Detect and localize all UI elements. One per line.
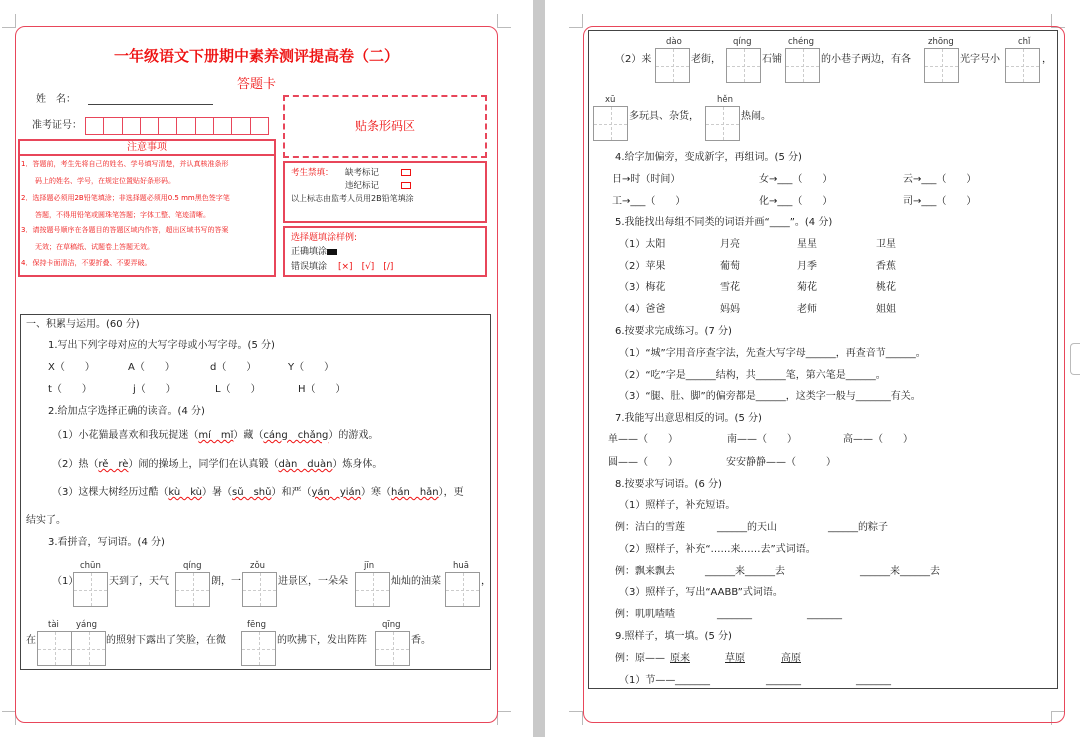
q3-text: 的照射下露出了笑脸，在微 (106, 635, 226, 646)
q1-item: j（ ） (133, 384, 176, 395)
question-8: 8.按要求写词语。(6 分) (615, 479, 722, 490)
notice-line: 2．选择题必须用2B铅笔填涂；非选择题必须用0.5 mm黑色签字笔 (21, 194, 230, 202)
writing-grid[interactable] (37, 631, 72, 666)
q9-example-word: 草原 (725, 653, 745, 664)
q1-item: L（ ） (215, 384, 261, 395)
name-label: 姓 名： (36, 94, 76, 105)
notice-line: 4．保持卡面清洁，不要折叠、不要弄破。 (21, 259, 152, 267)
question-5: 5.我能找出每组不同类的词语并画“____”。(4 分) (615, 217, 833, 228)
q3-text: 在 (26, 635, 36, 646)
pinyin: tài (48, 620, 59, 630)
q3-text: 灿灿的油菜 (391, 576, 441, 587)
forbid-note: 以上标志由监考人员用2B铅笔填涂 (291, 194, 414, 203)
pinyin: huā (453, 561, 469, 571)
pinyin: dào (666, 37, 682, 47)
pinyin: qíng (183, 561, 202, 571)
q3-text: 进景区，一朵朵 (278, 576, 348, 587)
q6-item: （2）“吃”字是______结构，共______笔，第六笔是______。 (619, 370, 886, 381)
q3-text: 光字号小 (960, 54, 1000, 65)
q4-item: 日→时（时间） (612, 174, 681, 185)
q1-item: Y（ ） (288, 362, 335, 373)
q8-sub: （2）照样子，补充“……来……去”式词语。 (619, 544, 816, 555)
writing-grid[interactable] (726, 48, 761, 83)
q5-word: 卫星 (876, 239, 896, 250)
q3-text: 朗，一 (211, 576, 241, 587)
writing-grid[interactable] (71, 631, 106, 666)
forbid-label: 考生禁填： (291, 168, 334, 178)
wrong-fill-label: 错误填涂 (291, 262, 328, 272)
q3-text: 天到了，天气 (109, 576, 169, 587)
notice-line: 码上的姓名、学号，在规定位置贴好条形码。 (35, 177, 175, 185)
q5-word: 桃花 (876, 282, 896, 293)
q8-blank: _______ (717, 609, 752, 620)
q1-item: H（ ） (298, 384, 346, 395)
writing-grid[interactable] (785, 48, 820, 83)
writing-grid[interactable] (593, 106, 628, 141)
q5-word: （3）梅花 (619, 282, 666, 293)
q9-example: 例：原—— (615, 653, 665, 664)
wrong-fill-marks: [×] [√] [/] (338, 262, 394, 272)
q7-item: 单——（ ） (608, 434, 678, 445)
q8-sub: （3）照样子，写出“AABB”式词语。 (619, 587, 783, 598)
pinyin: yáng (76, 620, 98, 630)
q2-line-3: （3）这棵大树经历过酷（kù kù）暑（sǔ shǔ）和严（yán yián）寒（hán hǎn），更 (52, 487, 464, 498)
pinyin: jīn (364, 561, 375, 571)
q5-word: 姐姐 (876, 304, 896, 315)
q4-item: 工→___（ ） (612, 196, 686, 207)
pinyin: chéng (788, 37, 815, 47)
q3-text: ， (1042, 54, 1052, 65)
q3-text: （2）来 (615, 54, 652, 65)
q7-item: 安安静静——（ ） (726, 457, 836, 468)
q3-text: 多玩具、杂货， (629, 111, 699, 122)
q5-word: 星星 (797, 239, 817, 250)
q5-word: 月季 (797, 261, 817, 272)
question-2: 2.给加点字选择正确的读音。(4 分) (48, 406, 205, 417)
q5-word: 老师 (797, 304, 817, 315)
q8-blank: ______的天山 (717, 522, 777, 533)
q1-item: A（ ） (128, 362, 175, 373)
writing-grid[interactable] (1005, 48, 1040, 83)
q5-word: 菊花 (797, 282, 817, 293)
notice-title: 注意事项 (127, 142, 167, 153)
correct-fill-label: 正确填涂 (291, 246, 337, 258)
q3-text: ， (481, 576, 491, 587)
writing-grid[interactable] (705, 106, 740, 141)
q2-line-3-cont: 结实了。 (26, 515, 66, 526)
pinyin: xū (605, 95, 616, 105)
notice-line: 3．请按题号顺序在各题目的答题区域内作答，超出区域书写的答案 (21, 226, 229, 234)
writing-grid[interactable] (175, 572, 210, 607)
q3-text: 热闹。 (741, 111, 771, 122)
q8-blank: ______的粽子 (828, 522, 888, 533)
pinyin: chūn (80, 561, 101, 571)
pinyin: fēng (247, 620, 267, 630)
absent-mark-checkbox[interactable] (401, 169, 411, 176)
q8-sub: （1）照样子，补充短语。 (619, 500, 736, 511)
q5-word: （4）爸爸 (619, 304, 666, 315)
q8-example: 例：飘来飘去 (615, 566, 675, 577)
q7-item: 高——（ ） (843, 434, 913, 445)
q3-text: 香。 (411, 635, 431, 646)
writing-grid[interactable] (924, 48, 959, 83)
pinyin: zǒu (250, 561, 266, 571)
pinyin: chǐ (1018, 37, 1031, 47)
q8-example: 例：洁白的雪莲 (615, 522, 685, 533)
writing-grid[interactable] (375, 631, 410, 666)
pinyin: hěn (717, 95, 734, 105)
absent-mark-label: 缺考标记 (345, 168, 380, 178)
q6-item: （3）“腿、肚、脚”的偏旁都是______，这类字一般与_______有关。 (619, 391, 921, 402)
section-1-title: 一、积累与运用。(60 分) (26, 319, 140, 330)
q5-word: 葡萄 (720, 261, 740, 272)
writing-grid[interactable] (242, 572, 277, 607)
q4-item: 女→___（ ） (759, 174, 833, 185)
q3-text: 的吹拂下，发出阵阵 (277, 635, 367, 646)
q5-word: 雪花 (720, 282, 740, 293)
q5-word: 月亮 (720, 239, 740, 250)
pinyin: qíng (733, 37, 752, 47)
q5-word: （2）苹果 (619, 261, 666, 272)
q3-text: 的小巷子两边，有各 (821, 54, 911, 65)
answer-card-subtitle: 答题卡 (236, 77, 276, 92)
q7-item: 圆——（ ） (608, 457, 678, 468)
sample-title: 选择题填涂样例: (291, 233, 358, 243)
answer-sheet-page-2 (545, 0, 1080, 737)
question-6: 6.按要求完成练习。(7 分) (615, 326, 732, 337)
answer-sheet-page-1 (0, 0, 533, 737)
q9-blank: _______ (675, 675, 710, 686)
q3-text: 老街， (691, 54, 721, 65)
side-panel-toggle[interactable] (1070, 343, 1080, 375)
violation-mark-label: 违纪标记 (345, 181, 380, 191)
q1-item: d（ ） (210, 362, 257, 373)
q5-word: 妈妈 (720, 304, 740, 315)
writing-grid[interactable] (655, 48, 690, 83)
question-7: 7.我能写出意思相反的词。(5 分) (615, 413, 762, 424)
q8-example: 例：叽叽喳喳 (615, 609, 675, 620)
q4-item: 司→___（ ） (903, 196, 977, 207)
writing-grid[interactable] (445, 572, 480, 607)
notice-line: 无效；在草稿纸、试题卷上答题无效。 (35, 243, 154, 251)
question-9: 9.照样子，填一填。(5 分) (615, 631, 732, 642)
q3-text: （1） (52, 576, 79, 587)
exam-id-boxes[interactable] (85, 117, 269, 135)
q6-item: （1）“城”字用音序查字法，先查大写字母______，再查音节______。 (619, 348, 926, 359)
question-1: 1.写出下列字母对应的大写字母或小写字母。(5 分) (48, 340, 275, 351)
writing-grid[interactable] (241, 631, 276, 666)
notice-line: 答题，不得用铅笔或圆珠笔答题；字体工整、笔迹清晰。 (35, 211, 210, 219)
q4-item: 云→___（ ） (903, 174, 977, 185)
q5-word: （1）太阳 (619, 239, 666, 250)
question-4: 4.给字加偏旁，变成新字，再组词。(5 分) (615, 152, 802, 163)
q5-word: 香蕉 (876, 261, 896, 272)
q3-text: 石铺 (762, 54, 782, 65)
q9-item: （1）节—— (619, 675, 676, 686)
q9-example-word: 高原 (781, 653, 801, 664)
page-gutter (533, 0, 545, 737)
question-3: 3.看拼音，写词语。(4 分) (48, 537, 165, 548)
q9-blank: _______ (856, 675, 891, 686)
notice-line: 1．答题前，考生先将自己的姓名、学号填写清楚，并认真核准条形 (21, 160, 229, 168)
q8-blank: ______来______去 (860, 566, 940, 577)
pinyin: zhōng (928, 37, 954, 47)
q8-blank: _______ (807, 609, 842, 620)
q1-item: X（ ） (48, 362, 95, 373)
pinyin: qīng (382, 620, 401, 630)
q9-blank: _______ (766, 675, 801, 686)
exam-id-label: 准考证号： (32, 120, 82, 131)
q4-item: 化→___（ ） (759, 196, 833, 207)
barcode-label: 贴条形码区 (354, 119, 415, 133)
q8-blank: ______来______去 (705, 566, 785, 577)
exam-title: 一年级语文下册期中素养测评提高卷（二） (113, 47, 399, 65)
violation-mark-checkbox[interactable] (401, 182, 411, 189)
q7-item: 南——（ ） (727, 434, 797, 445)
q2-line-2: （2）热（rě rè）闹的操场上，同学们在认真锻（dàn duàn）炼身体。 (52, 459, 383, 470)
writing-grid[interactable] (355, 572, 390, 607)
name-field[interactable] (88, 104, 213, 105)
q2-line-1: （1）小花猫最喜欢和我玩捉迷（mí mǐ）藏（cáng chǎng）的游戏。 (52, 430, 379, 441)
q1-item: t（ ） (48, 384, 92, 395)
q9-example-word: 原来 (670, 653, 690, 664)
